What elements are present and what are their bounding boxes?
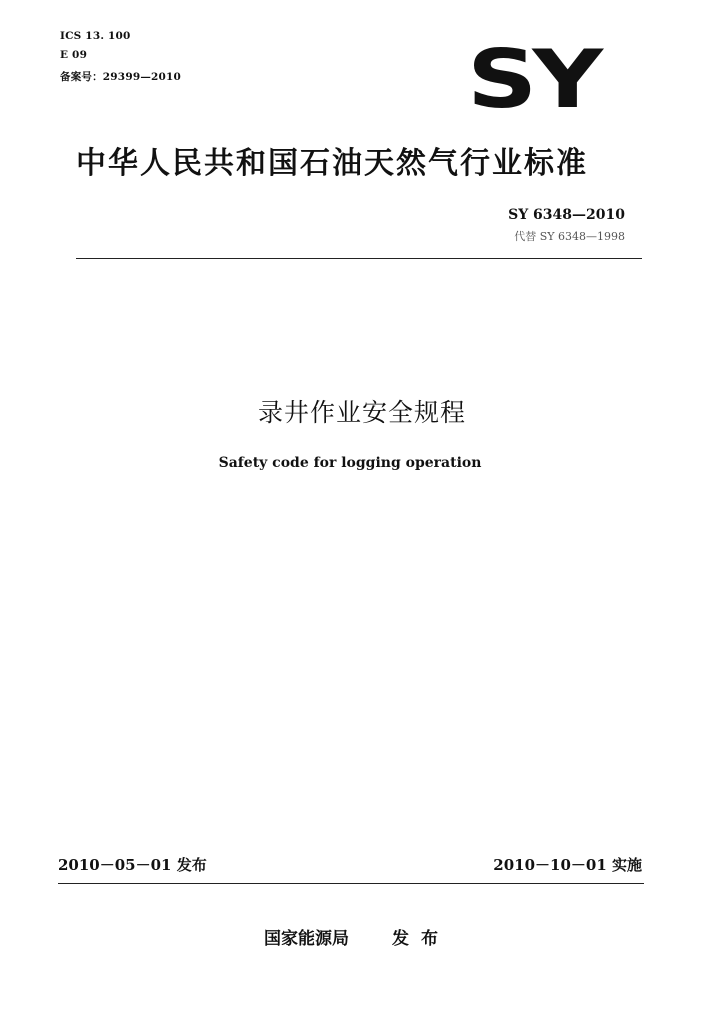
- publish-date: 2010－05－01 发布: [58, 856, 207, 874]
- standard-category-title: 中华人民共和国石油天然气行业标准: [76, 146, 588, 181]
- bottom-divider: [58, 883, 644, 884]
- ccs-code: E 09: [60, 49, 88, 61]
- document-title-chinese: 录井作业安全规程: [257, 398, 466, 427]
- filing-number: 备案号：29399—2010: [60, 71, 182, 83]
- sy-logo: SY: [467, 33, 599, 126]
- standard-number: SY 6348—2010: [508, 207, 625, 223]
- effective-date: 2010－10－01 实施: [493, 856, 642, 874]
- document-title-english: Safety code for logging operation: [218, 455, 482, 471]
- replaces-standard: 代替 SY 6348—1998: [514, 230, 625, 243]
- issue-label: 发布: [392, 929, 450, 949]
- ics-code: ICS 13. 100: [60, 30, 131, 42]
- issuing-authority: 国家能源局: [264, 929, 349, 949]
- top-divider: [76, 258, 642, 259]
